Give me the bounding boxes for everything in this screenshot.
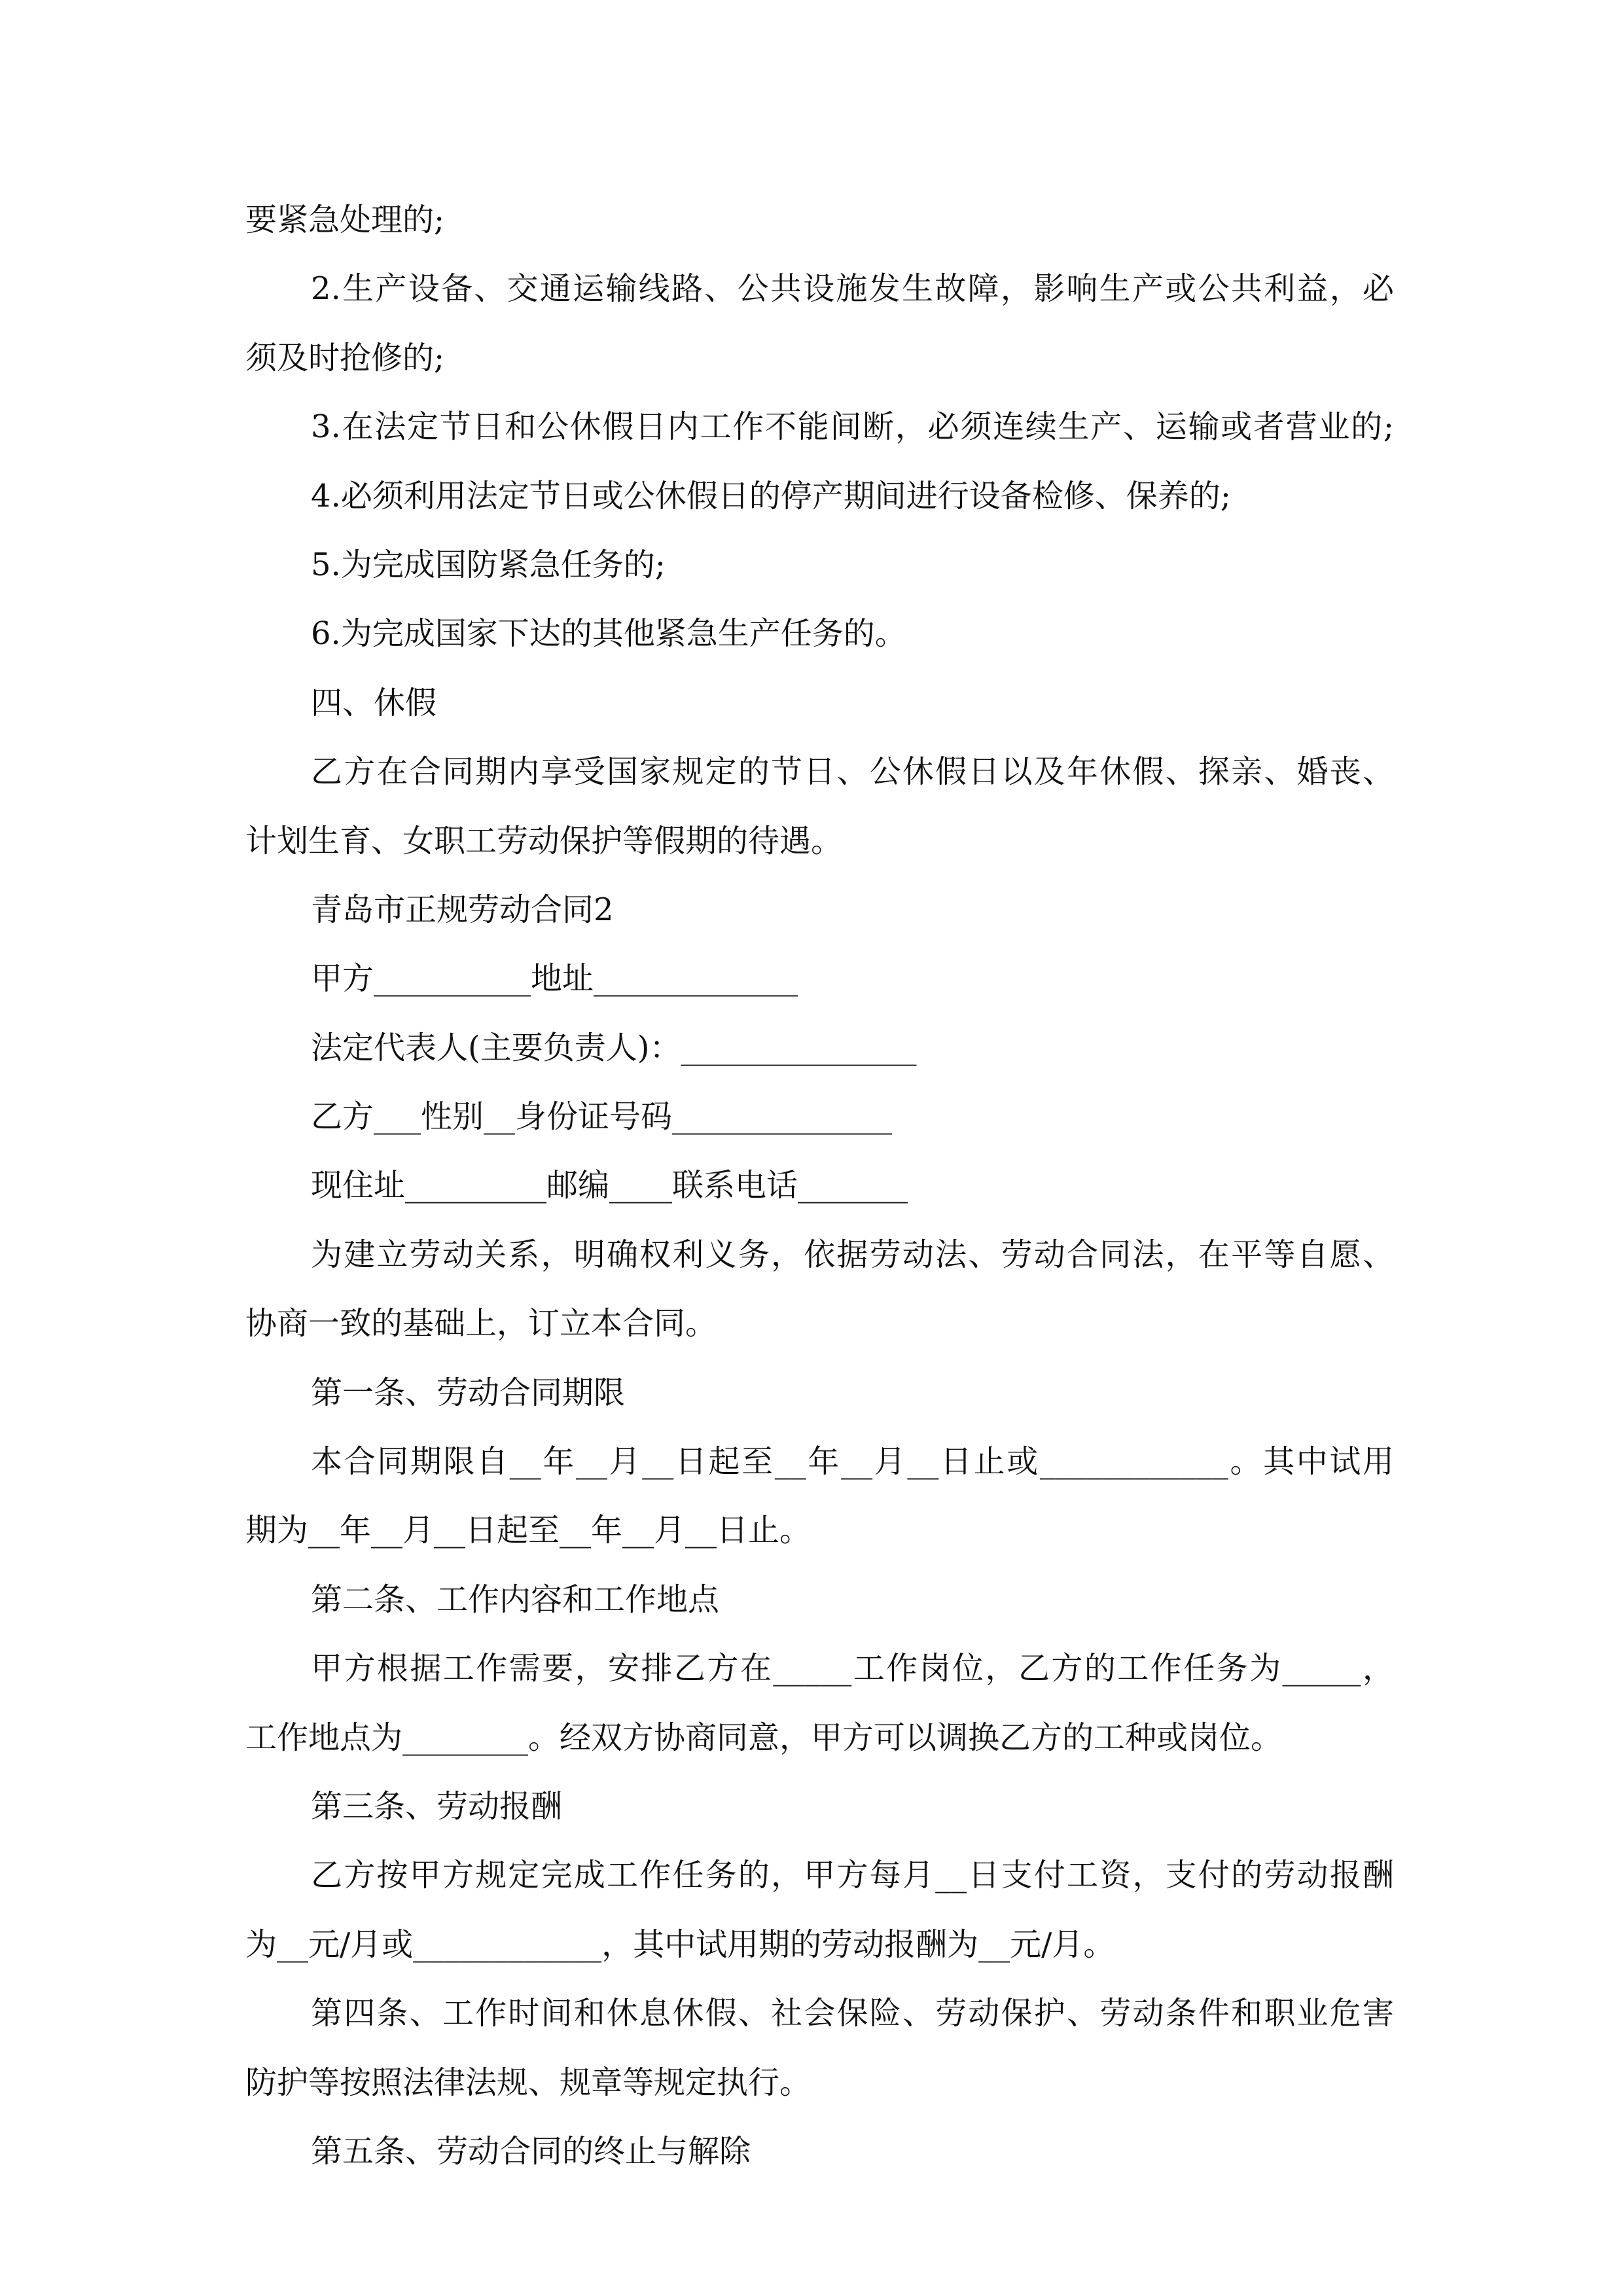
text-line: 工作地点为________。经双方协商同意，甲方可以调换乙方的工种或岗位。 bbox=[245, 1719, 1283, 1756]
text-line: 4.必须利用法定节日或公休假日的停产期间进行设备检修、保养的; bbox=[311, 477, 1231, 514]
article-heading: 第五条、劳动合同的终止与解除 bbox=[311, 2132, 751, 2170]
text-line: 5.为完成国防紧急任务的; bbox=[311, 546, 666, 583]
document-title: 青岛市正规劳动合同2 bbox=[311, 891, 614, 928]
article-heading: 第二条、工作内容和工作地点 bbox=[311, 1581, 720, 1618]
text-line: 为__元/月或____________，其中试用期的劳动报酬为__元/月。 bbox=[245, 1926, 1115, 1963]
text-line: 为建立劳动关系，明确权利义务，依据劳动法、劳动合同法，在平等自愿、 bbox=[311, 1236, 1394, 1273]
section-heading: 四、休假 bbox=[311, 684, 437, 721]
text-line: 甲方根据工作需要，安排乙方在_____工作岗位，乙方的工作任务为_____， bbox=[311, 1650, 1394, 1687]
article-heading: 第三条、劳动报酬 bbox=[311, 1787, 563, 1825]
document-page bbox=[245, 196, 1394, 2197]
text-line: 须及时抢修的; bbox=[245, 339, 445, 376]
text-line: 本合同期限自__年__月__日起至__年__月__日止或____________。其中试用 bbox=[311, 1443, 1394, 1480]
text-line: 3.在法定节日和公休假日内工作不能间断，必须连续生产、运输或者营业的; bbox=[311, 408, 1394, 446]
party-b-field: 乙方___性别__身份证号码______________ bbox=[311, 1098, 893, 1136]
text-line: 6.为完成国家下达的其他紧急生产任务的。 bbox=[311, 615, 906, 653]
text-line: 第四条、工作时间和休息休假、社会保险、劳动保护、劳动条件和职业危害 bbox=[311, 1995, 1394, 2032]
text-line: 2.生产设备、交通运输线路、公共设施发生故障，影响生产或公共利益，必 bbox=[311, 270, 1394, 308]
text-line: 计划生育、女职工劳动保护等假期的待遇。 bbox=[245, 822, 843, 859]
text-line: 乙方在合同期内享受国家规定的节日、公休假日以及年休假、探亲、婚丧、 bbox=[311, 753, 1394, 791]
text-line: 乙方按甲方规定完成工作任务的，甲方每月__日支付工资，支付的劳动报酬 bbox=[311, 1857, 1394, 1894]
text-line: 要紧急处理的; bbox=[245, 202, 445, 238]
text-line: 防护等按照法律法规、规章等规定执行。 bbox=[245, 2064, 812, 2101]
text-line: 期为__年__月__日起至__年__月__日止。 bbox=[245, 1512, 812, 1549]
party-a-field: 甲方__________地址_____________ bbox=[311, 960, 798, 997]
article-heading: 第一条、劳动合同期限 bbox=[311, 1374, 626, 1411]
address-field: 现住址_________邮编____联系电话_______ bbox=[311, 1167, 908, 1204]
text-line: 协商一致的基础上，订立本合同。 bbox=[245, 1305, 717, 1342]
legal-representative-field: 法定代表人(主要负责人)：_______________ bbox=[311, 1029, 917, 1066]
